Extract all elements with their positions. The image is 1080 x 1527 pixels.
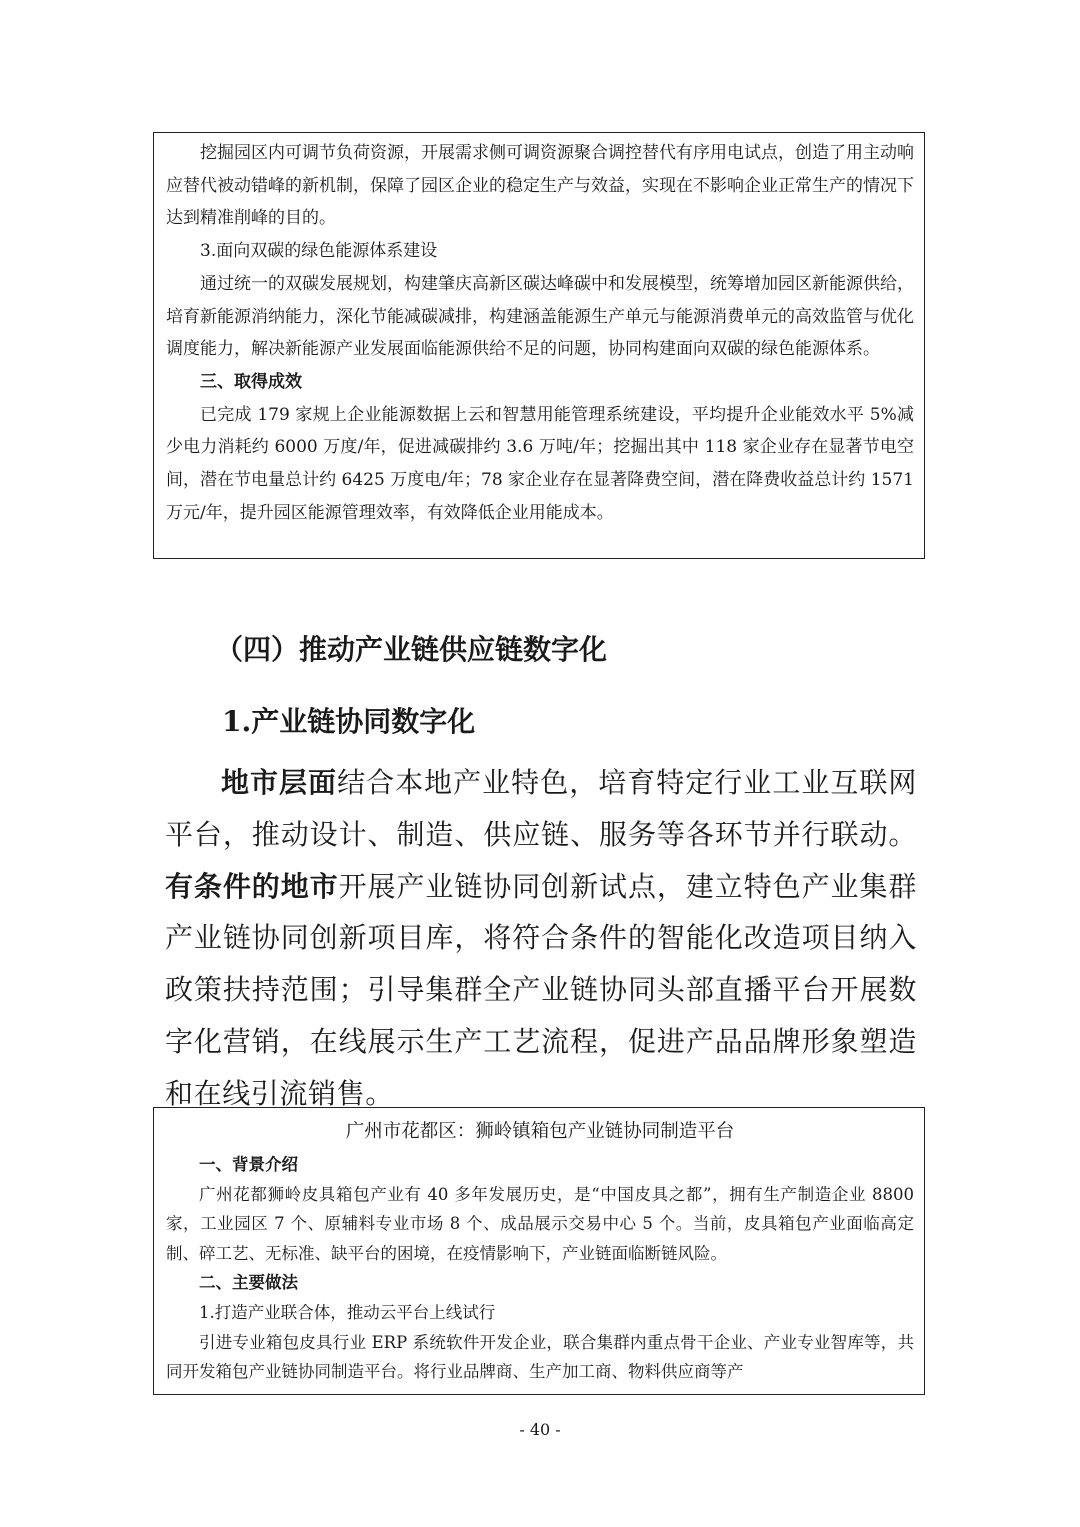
box2-method1-heading: 1.打造产业联合体，推动云平台上线试行: [199, 1302, 496, 1322]
subsection-title: [222, 697, 475, 747]
box2-title: 广州市花都区：狮岭镇箱包产业链协同制造平台: [345, 1121, 735, 1142]
body-paragraph: [165, 757, 917, 1120]
body-bold-1: 地市层面: [221, 766, 338, 799]
subsection-number: 1.: [222, 705, 252, 738]
box2-background-heading: 一、背景介绍: [199, 1155, 298, 1174]
box1-paragraph-2: 通过统一的双碳发展规划，构建肇庆高新区碳达峰碳中和发展模型，统筹增加园区新能源供给，培育新能源消纳能力，深化节能减碳减排，构建涵盖能源生产单元与能源消费单元的高效监管与优化调度能力，解决新能源产业发展面临能源供给不足的问题，协同构建面向双碳的绿色能源体系。: [166, 273, 914, 360]
page-number: - 40 -: [519, 1420, 561, 1439]
box1-paragraph-1: 挖掘园区内可调节负荷资源，开展需求侧可调资源聚合调控替代有序用电试点，创造了用主动响应替代被动错峰的新机制，保障了园区企业的稳定生产与效益，实现在不影响企业正常生产的情况下达到精准削峰的目的。: [166, 143, 914, 229]
section-title: （四）推动产业链供应链数字化: [215, 633, 608, 666]
body-bold-2: 有条件的地市: [165, 869, 339, 903]
box1-results-heading: 三、取得成效: [200, 371, 302, 392]
body-text-1: 结合本地产业特色，培育特定行业工业互联网平台，推动设计、制造、供应链、服务等各环节并行联动。: [165, 766, 917, 851]
case-box-huadu: [153, 1107, 925, 1395]
box1-paragraph-3: 已完成 179 家规上企业能源数据上云和智慧用能管理系统建设，平均提升企业能效水平 5%减少电力消耗约 6000 万度/年，促进减碳排约 3.6 万吨/年；挖掘出其中 118 家企业存在显著节电空间，潜在节电量总计约 6425 万度电/年；78 家企业存在显著降费空间，潜在降费收益总计约 1571 万元/年，提升园区能源管理效率，有效降低企业用能成本。: [166, 404, 914, 523]
box2-methods-heading: 二、主要做法: [199, 1273, 298, 1293]
body-text-2: 开展产业链协同创新试点，建立特色产业集群产业链协同创新项目库，将符合条件的智能化改造项目纳入政策扶持范围；引导集群全产业链协同头部直播平台开展数字化营销，在线展示生产工艺流程，促进产品品牌形象塑造和在线引流销售。: [165, 869, 917, 1110]
case-box-energy: [153, 132, 925, 559]
subsection-text: 产业链协同数字化: [251, 705, 476, 738]
box2-method1-paragraph: 引进专业箱包皮具行业 ERP 系统软件开发企业，联合集群内重点骨干企业、产业专业智库等，共同开发箱包产业链协同制造平台。将行业品牌商、生产加工商、物料供应商等产: [166, 1332, 914, 1382]
box2-background-paragraph: 广州花都狮岭皮具箱包产业有 40 多年发展历史，是“中国皮具之都”，拥有生产制造企业 8800 家，工业园区 7 个、原辅料专业市场 8 个、成品展示交易中心 5 个。当前，皮具箱包产业面临高定制、碎工艺、无标准、缺平台的困境，在疫情影响下，产业链面临断链风险。: [166, 1184, 914, 1263]
box1-heading-3: 3.面向双碳的绿色能源体系建设: [200, 241, 438, 262]
